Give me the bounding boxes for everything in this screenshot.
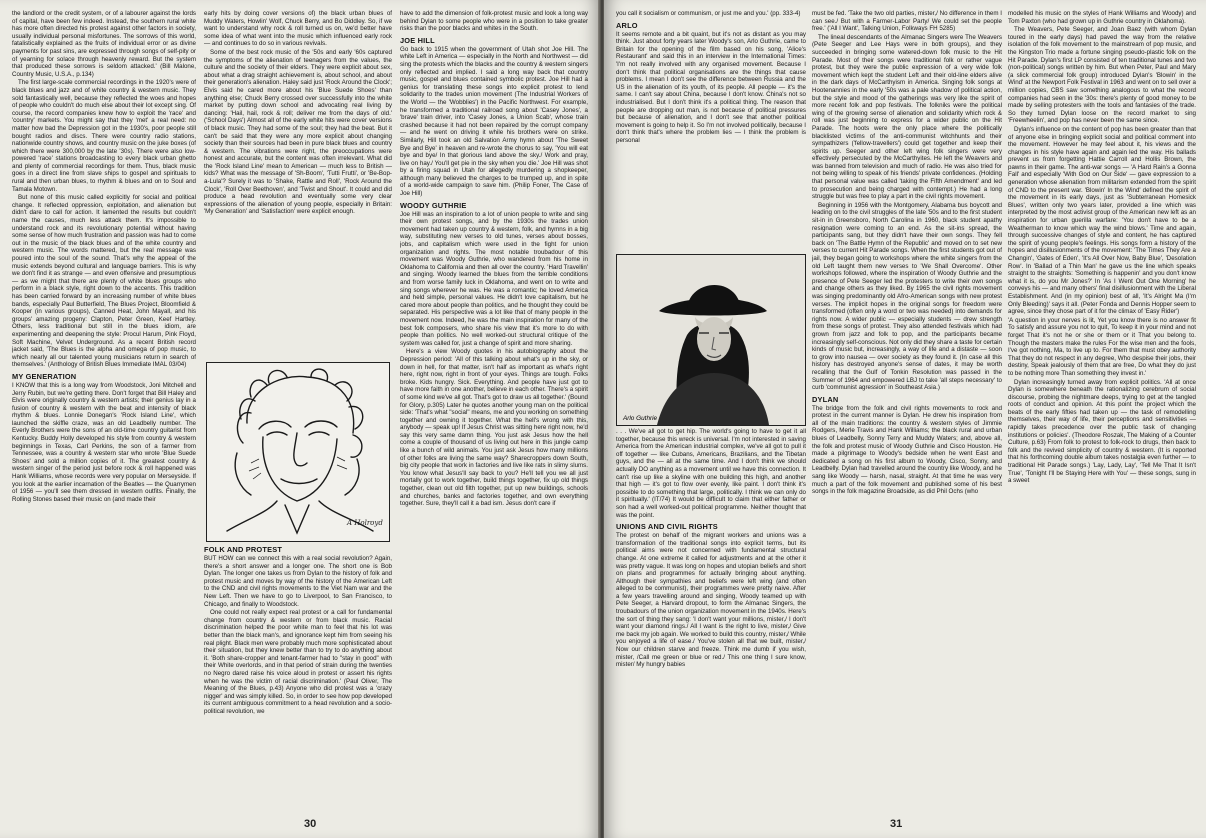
section-heading-unions-and-civil-rights: UNIONS AND CIVIL RIGHTS	[616, 522, 718, 532]
section-heading-my-generation: MY GENERATION	[12, 371, 77, 381]
photo-caption: Arlo Guthrie	[623, 415, 658, 422]
column-2-lower-text	[204, 542, 392, 828]
paragraph: Joe Hill was an inspiration to a lot of union people to write and sing their own protest songs, and by the 1930s the trades union movement had taken up country & western, folk, and hymns in a big way, substituting new verses to old tunes, verses about bosses, jobs, and capitalism which were used in the fight for union organization and rights. The most notable troubadour of this movement was Woody Guthrie, who wandered from his home in Oklahoma to California and then all over the country. 'Hard Travellin' and singing. Woody learned the blues from the terrible conditions and from worse family luck in Oklahoma, and went on to write and sing songs wherever he was. He was a romantic; he loved America and held simple, personal values. He didn't love capitalism, but he cared more about people than politics, and he thought they could be separated. His perspective was a lot like that of many people in the movement now. Indeed, he was the main inspiration for many of the best folk composers, who share his view that it's more to do with people than politics. No well worked-out structural critique of the system was called for, just a change of spirit and more sharing.	[400, 210, 588, 347]
page-number-left: 30	[304, 818, 317, 830]
paragraph: have to add the dimension of folk-protest music and look a long way behind Dylan to some people who were in a position to take greater risks than the poor blacks and whites in the South.	[400, 10, 588, 33]
paragraph: Go back to 1915 when the government of Utah shot Joe Hill. The white Left in America — especially in the North and Northwest — did sing the protests which the blacks and the country & western singers only reflected and implied. I said a long way back that country music, gospel and blues contained symbolic protest. Joe Hill had a genius for translating these songs into explicit protest to lend solidarity to the trades union movement (The Industrial Workers of the World — the 'Wobblies') in the Pacific Northwest. For example, he transformed a traditional railroad song about 'Casey Jones', a 'brave' train driver, into 'Casey Jones, a Union Scab', whose train crashed because it had not been repaired by the corrupt company — and he went on driving it while his brothers were on strike. Similarly, Hill took an old Salvation Army hymn about 'The Sweet Bye and Bye' in heaven and re-wrote the chorus to say, 'You will eat bye and bye/ In that glorious land above the sky./ Work and pray, live on hay./ You'll get pie in the sky when you die.' Joe Hill was shot by a firing squad in Utah for allegedly murdering a shopkeeper, although many believed the charges to be trumped up, and in spite of a world-wide campaign to save him. (Philip Foner, The Case of Joe Hill)	[400, 45, 588, 198]
paragraph: . . . We've all got to get hip. The world's going to have to get it all together, because this wreck is universal. I'm not interested in saving America from the American industrial complex, we've all got to pull it off together — like Cubans, Americans, Brazilians, and the Tibetan guys, and the — all at the same time. And I don't think we should actually DO anything as a movement until we have this connection. It can't rise up like a skyline with one building this high, and another that high — it's got to flow over evenly, like paint. I don't think it's possible to do something that large, politically. I think we can only do it spiritually.' (IT/74) It would be difficult to claim that either father or son had a well worked-out political programme. Neither thought that was the point.	[616, 428, 806, 519]
paragraph: Beginning in 1956 with the Montgomery, Alabama bus boycott and leading on to the civil struggles of the late '50s and to the first student sit-in in Greensboro, North Carolina in 1960, black student apathy resignation were coming to an end. As the sit-ins spread, the participants sang, but they didn't have their own songs. They fell back on 'The Battle Hymn of the Republic' and moved on to set new verses to current Hit Parade songs. When the first students got out of jail, they began going to workshops where the white singers from the old Left taught them new verses to 'We Shall Overcome'. Other workshops followed, where the inspiration of Woody Guthrie and the presence of Pete Seeger led the protesters to write their own songs and change others as they liked. By 1965 the civil rights movement was singing predominantly old Afro-American songs with new protest verses. The implicit hopes in the original songs for freedom were transformed (often only a word or two was needed) into demands for rights now. A wider public — especially students — drew strength from these songs of protest. They also attended festivals which had grown from jazz and folk to pop, and the participants became increasingly self-conscious. Not only did they share a taste for certain kinds of music but, increasingly, a way of life and a distaste — soon to grow into nausea — over society as they found it. (In case all this history has destroyed anyone's sense of dates, it may be worth recalling that the Gulf of Tonkin Resolution was passed in the Summer of 1964 and empowered LBJ to take 'all steps necessary' to curb 'communist agression' in Southeast Asia.)	[812, 201, 1002, 392]
song-lyrics: 'A question in your nerves is lit, Yet you know there is no answer fit To satisfy and assure you not to quit, To keep it in your mind and not forget That it's not he or she or them or it That you belong to. Though the masters make the rules For the wise men and the fools, I've got nothing, Ma, to live up to. For them that must obey authority That they do not respect in any degree, Who despise their jobs, their destiny, Speak jealously of them that are free, Do what they do just to be nothing more Than something they invest in.'	[1008, 316, 1196, 377]
paragraph: One could not really expect real protest or a call for fundamental change from country & western or from black music. Racial discrimination helped the poor white man to feel that his lot was better than the black man's, and ignorance kept him from seeing his real plight. Black men were probably much more sophisticated about their situation, but they knew better than to try to do anything about it. 'Both share-cropper and tenant-farmer had to "stay in good" with their White overlords, and in that period of strain during the twenties no Negro dared raise his voice aloud in protest or assert his rights when he was the victim of racial discrimination.' (Paul Oliver, The Meaning of the Blues, p.43) Anyone who did protest was a 'crazy nigger' and was simply killed. So, in order to see how pop developed its current ambiguous commitment to a head revolution and a socio-political revolution, we	[204, 609, 392, 715]
right-column-1	[616, 0, 806, 838]
paragraph: modelled his music on the styles of Hank Williams and Woody) and Tom Paxton (who had grown up in Guthrie country in Oklahoma).	[1008, 10, 1196, 25]
paragraph: Some of the best rock music of the '50s and early '60s captured the symptoms of the alienation of teenagers from the values, the culture and the society of their elders. They were explicit about sex, about what a drag straight achievement is, about school, and about their generation's alienation. Haley said just 'Rock Around the Clock'; Elvis said he cared more about his 'Blue Suede Shoes' than anything else; Chuck Berry crossed over successfully into the white market by putting down school and advocating real living by dancing: 'Hail, hail, rock & roll; deliver me from the days of old.' ('School Days') Almost all of the early white hits were cover versions of black music. They had some of the soul; they had the beat. But it can't be said that they were any more explicit about changing society than their sources had been in pure black blues and country & western. The vibrations were right, the preoccupations were honest and accurate, but the content was often irrelevant. What did the 'Rock Island Line' mean to American — much less to British — kids? What was the message of 'Sh-Boom', 'Tutti Frutti', or 'Be-Bop-a-Lula'? Surely it was to 'Shake, Rattle and Roll', 'Rock Around the Clock', 'Roll Over Beethoven', and 'Twist and Shout'. It could and did produce a head revolution and eventually some very clear expressions of the alienation of young people, especially in Britain: 'My Generation' and 'Satisfaction' were explicit enough.	[204, 48, 392, 216]
column-1-upper-text	[616, 10, 806, 252]
left-page	[0, 0, 600, 838]
page-number-right: 31	[890, 818, 903, 830]
left-column-2	[204, 0, 392, 838]
section-heading-folk-and-protest: FOLK AND PROTEST	[204, 545, 283, 554]
section-heading-joe-hill: JOE HILL	[400, 35, 435, 45]
illustration-signature: A Holroyd	[347, 519, 383, 527]
section-heading-dylan: DYLAN	[812, 394, 839, 404]
paragraph: Dylan's influence on the content of pop has been greater than that of anyone else in bringing explicit social and political comment into the movement. However he may feel about it, his views and the changes in his style have again and again led the way. His ballads prevent us from forgetting Hattie Carroll and Hollis Brown, the pawns in their game. The anti-war songs — 'A Hard Rain's a Gonna Fall' and especially 'With God on Our Side' — gave expression to a generation whose alienation from militarism extended from the spirit of CND to the present war. 'Blowin' In the Wind' defined the spirit of the movement in its early days, just as 'Subterranean Homesick Blues', written only two years later, provided a line which was interpreted by the most activist group of the American new left as an inspiration for urban guerilla warfare: 'You don't have to be a Weatherman to know which way the wind blows.' Time and again, through successive changes of style and content, he has captured the spirit of young people's feelings. His songs form a history of the hopes and disillusionments of the movement: 'The Times They Are a Changin', 'Gates of Eden', 'It's All Over Now, Baby Blue', 'Desolation Row'. In 'Ballad of a Thin Man' he gave us the line which speaks straight to the straights: 'Something is happenin' and you don't know what it is, do you Mr Jones?' In 'As I Went Out One Morning' he conveys his — and many others' final disillusionment with the Liberal Establishment. And (in my opinion) best of all, 'It's Alright Ma (I'm Only Bleeding)' says it all. (Peter Fonda and Dennis Hopper seem to agree, since they chose part of it for the climax of 'Easy Rider')	[1008, 125, 1196, 316]
paragraph: BUT HOW can we connect this with a real social revolution? Again, there's a short answer and a longer one. The short one is Bob Dylan. The longer one takes us from Dylan to the history of folk and protest music and moves by way of the history of the American Left to the CND and civil rights movements to the Viet Nam war and the New Left. Then we have to go to Liverpool, to San Francisco, to Chicago, and finally to Woodstock.	[204, 555, 392, 608]
paragraph: The Weavers, Pete Seeger, and Joan Baez (with whom Dylan toured in the early days) had paved the way from the relative isolation of the folk movement to the mainstream of pop music, and the Kingston Trio made a fortune singing pseudo-plastic folk on the Hit Parade. Dylan's first LP consisted of ten traditional tunes and two (non-political) songs written by him. But when Peter, Paul and Mary (a slick commercial folk group) introduced Dylan's 'Blowin' in the Wind' at the Newport Folk Festival in 1963 and went on to sell over a million copies, CBS saw something analogous to what the record companies had seen in the '30s: there's plenty of good money to be made by selling protesters with the tools and fantasies of the trade. So they turned Dylan loose on the record market to sing 'Freewheelin', and pop has never been the same since.	[1008, 26, 1196, 125]
paragraph: Here's a view Woody quotes in his autobiography about the Depression period: 'All of this talking about what's up in the sky, or down in hell, for that matter, isn't half as important as what's right here, right now, right in front of your eyes. Things are tough. Folks broke. Kids hungry. Sick. Everything. And people have just got to have more faith in one another, believe in each other. There's a spirit of some kind we've all got. That's got to draw us all together.' (Bound for Glory, p.305) Later he quotes another young man on the political side: 'That's what "social" means, me and you working on something together and owning it together. What the hell's wrong with this, anybody — speak up! If Jesus Christ was sitting here right now, he'd say this very same damn thing. You just ask Jesus how the hell come a couple of thousand of us living out here in this jungle camp like a bunch of wild animals. You just ask Jesus how many millions of other folks are living the same way? Sharecroppers down South, big city people that work in factories and live like rats in slimy slums. You know what Jesus'll say back to you? He'll tell you we all just mortally got to work together, build things together, fix up old things together, clean out old filth together, put up new buildings, schools and churches, banks and factories together, and own everything together. Sure, they'll call it a bad ism. Jesus don't care if	[400, 348, 588, 508]
paragraph: I KNOW that this is a long way from Woodstock, Joni Mitchell and Jerry Rubin, but we're getting there. Don't forget that Bill Haley and Elvis were originally country & western artists; their genius lay in a fusion of country & western with the beat and intensity of black rhythm & blues. Lonnie Donegan's 'Rock Island Line', which launched the skiffle craze, was an old Leadbelly number. The Everly Brothers were the sons of an old-time country guitarist from Kentucky. Buddy Holly developed his style from country & western beginnings in Texas, Carl Perkins, the son of a farmer from Tennessee, was a country & western star who wrote 'Blue Suede Shoes' and sold a million copies of it. The greatest country & western singer of the period just before rock & roll happened was Hank Williams, whose records were very popular on Merseyside. If you look at the earlier incarnation of the Beatles — the Quarrymen of 1956 — you'll see them dressed in western outfits. Finally, the Rolling Stones based their music on (and made their	[12, 381, 196, 503]
right-column-3	[1008, 10, 1196, 828]
paragraph: It seems remote and a bit quaint, but it's not as distant as you may think. Just about forty years later Woody's son, Arlo Guthrie, came to Britain for the opening of the film based on his song, 'Alice's Restaurant' and said this in an interview in the International Times: 'I'm not really involved with any organised movement. Because I don't think that political organisations are the things that cause problems. I mean I don't see the difference between Russia and the US in the alienation of its youth, of its people. All people — it's the same. I can't say about China, because I don't know. China's not so industrialised. But I don't think it's a political thing. The reason that people are dropping out man, is not because of political pressures but because of alienation, and I don't see that another political movement is going to help it. So I'm not involved politically, because I don't think that's where the problem lies — I think the problem is personal	[616, 30, 806, 144]
paragraph: The bridge from the folk and civil rights movements to rock and protest in the current manner is Dylan. He drew his inspiration from all of the main traditions: the country & western styles of Jimmie Rodgers, Merle Travis and Hank Williams; the black rural and urban blues of Leadbelly, Sonny Terry and Muddy Waters; and, above all, the folk and protest music of Woody Guthrie and Cisco Houston. He made a pilgrimage to Woody's bedside when he went East and dedicated a song on his first album to Woody, Cisco, Sonny, and Leadbelly. Dylan had travelled around the country like Woody, and he sang like Woody — harsh, nasal, straight. At that time he was very much a part of the folk movement and published some of his best songs in the folk magazine Broadside, as did Phil Ochs (who	[812, 404, 1002, 496]
arlo-guthrie-photo	[616, 254, 806, 426]
left-column-3	[400, 10, 588, 828]
section-heading-woody-guthrie: WOODY GUTHRIE	[400, 200, 467, 210]
left-column-1	[12, 10, 196, 828]
paragraph: Dylan increasingly turned away from explicit politics. 'All at once Dylan is somewhere beneath the rationalizing cerebrum of social discourse, probing the nightmare deeps, trying to get at the tangled roots of conduct and opinion. At this point the project which the beats of the early fifties had taken up — the task of remodelling themselves, their way of life, their perceptions and sensitivities — rapidly takes precedence over the public task of changing institutions or policies'. (Theodore Roszak, The Making of a Counter Culture, p.63) From folk to protest to folk-rock to drugs, then back to folk and the revived simplicity of country & western. (It is reported that his forthcoming double album takes nostalgia even further — to traditional Hit Parade songs.) 'Lay, Lady, Lay', 'Tell Me That It Isn't True', 'Tonight I'll be Staying Here with You' — these songs, sung in a sweet	[1008, 378, 1196, 485]
paragraph: must be fed. 'Take the two old parties, mister,/ No difference in them I can see./ But with a Farmer-Labor Party/ We could set the people free.' ('All I Want', Talking Union, Folkways FH 5285)	[812, 10, 1002, 33]
paragraph: you call it socialism or communism, or just me and you.' (pp. 333-4)	[616, 10, 801, 17]
paragraph: But none of this music called explicitly for social and political change. It reflected oppression, exploitation, and alienation but didn't dare to call for action. It lamented the results but couldn't name the causes, much less attack them. It's impossible to understand rock and its revolutionary potential without having some sense of how much frustration and passion was had to come out in the music of the black blues and of the white country and western music. The words mattered, but the real message was poured into the soul of the sound. That's why the appeal of the music extends beyond cultural and language barriers. This is why we don't find it as strange — and even offensive and presumptious — as we might that there are plenty of white blues groups who perform in a black style, right down to the accents. This tradition has been carried forward by an increasing number of white blues bands, especially Paul Butterfield, The Blues Project, Bloomfield & Kooper (in various groups), Canned Heat, John Mayall, and his groups' amazing progeny: Clapton, Peter Green, Keef Hartley. Others, less traditional but still in the blues idiom, are experimenting and deepening the style: Procul Harum, Pink Floyd, Soft Machine, Velvet Underground. As a recent British record jacket said, 'The Blues is the alpha and omega of pop music, to which nearly all our talented young musicians return in search of themselves.' (Anthology of British Blues Immediate IMAL 03/04)	[12, 194, 196, 369]
arlo-portrait-image	[617, 255, 805, 425]
column-1-lower-text	[616, 428, 806, 828]
dylan-portrait-drawing	[207, 363, 389, 541]
right-column-2	[812, 10, 1002, 828]
paragraph: early hits by doing cover versions of) the black urban blues of Muddy Waters, Howlin' Wolf, Chuck Berry, and Bo Diddley. So, if we want to understand why rock & roll turned us on, we'd better have some idea of what went into the music which influenced early rock — and continues to do so in various revivals.	[204, 10, 392, 48]
paragraph: The protest on behalf of the migrant workers and unions was a transformation of the traditional songs into explicit terms, but its political aims were not concerned with fundamental structural change. At one extreme it called for adjustments and at the other it was pretty vague. It was long on hopes and utopian beliefs and short on plans and programmes for actually bringing about anything. Although their sympathies and beliefs were left wing (and often alleged to be communist), their programmes were pretty naive. After a few years travelling around and singing, Woody teamed up with Pete Seeger, a Harvard dropout, to form the Almanac Singers, the troubadours of the union organization movement in the 1940s. Here's the sort of thing they sang: 'I don't want your millions, mister,/ I don't want your diamond rings./ All I want is the right to live, mister,/ Give me back my job again. We worked to build this country, mister,/ While you enjoyed a life of ease./ You've stolen all that we built, mister,/ Now our children starve and freeze. Think me dumb if you wish, mister, /Call me green or blue or red./ This one thing I sure know, mister/ My hungry babies	[616, 532, 806, 669]
dylan-illustration	[206, 362, 390, 542]
paragraph: the landlord or the credit system, or of a labourer against the lords of capital, have been few indeed. Instead, the southern rural white has more often directed his protest against other factors in society, usually individual personal misfortunes. The sorrows of this world, fatalistically explained as the fruits of individual error or as divine payments for past sins, are expressed through songs of self-pity or of yearning for solace through heavenly reward. But the system that produced these sorrows is seldom attacked.' (Bill Malone, Country Music, U.S.A., p.134)	[12, 10, 196, 78]
right-page	[604, 0, 1206, 838]
paragraph: The first large-scale commercial recordings in the 1920's were of black blues and jazz and of white country & western music. They sold fantastically well, because they reflected the woes and hopes of people who couldn't do much else about their lot except sing. Of course, the record companies knew how to exploit the 'race' and 'country' markets. You might say that they 'met' a real need: no matter how bad the Depression got in the 1930's, poor people still bought radios and discs. There were country radio stations, nationwide country shows, and country music on the juke boxes (of which there were 300,000 by the late '30s). There were also low-powered 'race' stations broadcasting to every black urban ghetto and plenty of commercial recordings for them. Thus, black music goes in a direct line from slave ships to gospel and spirituals to rural and then urban blues, to rhythm & blues and on to Soul and Tamala Motown.	[12, 79, 196, 193]
paragraph: The lineal descendants of the Almanac Singers were The Weavers (Pete Seeger and Lee Hays were in both groups), and they succeeded in bringing some watered-down folk music to the Hit Parade. Most of their songs were traditional folk or rather vague protest, but they were the public expression of a very wide folk movement which kept the student Left and their old-line elders alive in the dark days of McCarthyism in America. Singing folk songs at Hootenannies in the early '50s was a pale shadow of political action, but the style and mood of the gatherings was very like the spirit of more recent folk and pop festivals. The folkniks were the political wing of the growing sense of alienation and solidarity which rock & roll was just beginning to express for a wider public on the Hit Parade. The hoots were the only place where the politically blacklisted victims of the anti-communist witchhunts and their sympathizers ('fellow-travellers') could get together and keep their spirits up. Seeger and other left wing folk singers were very effectively persecuted by the McCarthyites. He left the Weavers and was banned from television and much of radio. He was also tried for not being willing to speak of his friends' private confidences. (Holding that personal value was called 'taking the Fifth Amendment' and led to prosecution and being charged with contempt.) He had a long struggle but was free to play a part in the civil rights movement.	[812, 33, 1002, 201]
section-heading-arlo: ARLO	[616, 20, 638, 30]
column-2-upper-text	[204, 10, 392, 358]
